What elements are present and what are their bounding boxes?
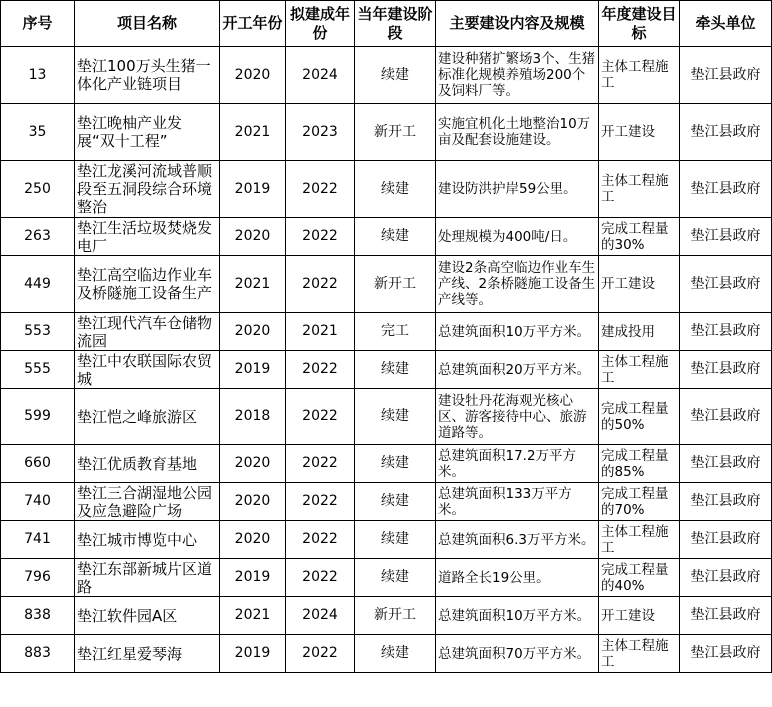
cell-stage: 续建 [355,521,436,559]
cell-goal: 完成工程量的70% [599,483,680,521]
cell-start: 2021 [220,597,286,635]
cell-seq: 796 [1,559,75,597]
cell-lead: 垫江县政府 [680,559,772,597]
cell-seq: 13 [1,47,75,104]
cell-stage: 续建 [355,389,436,445]
cell-name: 垫江优质教育基地 [75,445,220,483]
header-content: 主要建设内容及规模 [436,1,599,47]
cell-start: 2021 [220,256,286,313]
cell-stage: 续建 [355,47,436,104]
cell-stage: 续建 [355,218,436,256]
cell-stage: 续建 [355,161,436,218]
cell-content: 建设防洪护岸59公里。 [436,161,599,218]
cell-seq: 599 [1,389,75,445]
cell-name: 垫江现代汽车仓储物流园 [75,313,220,351]
cell-name: 垫江城市博览中心 [75,521,220,559]
cell-name: 垫江生活垃圾焚烧发电厂 [75,218,220,256]
cell-start: 2020 [220,445,286,483]
cell-start: 2019 [220,351,286,389]
cell-name: 垫江龙溪河流域普顺段至五洞段综合环境整治 [75,161,220,218]
cell-goal: 完成工程量的40% [599,559,680,597]
cell-goal: 主体工程施工 [599,351,680,389]
cell-start: 2020 [220,313,286,351]
cell-content: 总建筑面积70万平方米。 [436,635,599,673]
table-row [1,559,772,597]
cell-goal: 完成工程量的85% [599,445,680,483]
header-goal: 年度建设目标 [599,1,680,47]
cell-goal: 完成工程量的50% [599,389,680,445]
cell-lead: 垫江县政府 [680,635,772,673]
header-row [1,1,772,47]
cell-start: 2021 [220,104,286,161]
cell-stage: 续建 [355,635,436,673]
cell-seq: 263 [1,218,75,256]
cell-seq: 838 [1,597,75,635]
cell-stage: 续建 [355,559,436,597]
header-name: 项目名称 [75,1,220,47]
cell-finish: 2022 [286,218,355,256]
cell-name: 垫江三合湖湿地公园及应急避险广场 [75,483,220,521]
table-row [1,445,772,483]
cell-goal: 主体工程施工 [599,521,680,559]
cell-finish: 2022 [286,389,355,445]
cell-content: 建设牡丹花海观光核心区、游客接待中心、旅游道路等。 [436,389,599,445]
cell-content: 总建筑面积17.2万平方米。 [436,445,599,483]
cell-name: 垫江晚柚产业发展“双十工程” [75,104,220,161]
cell-seq: 449 [1,256,75,313]
cell-lead: 垫江县政府 [680,521,772,559]
cell-content: 建设2条高空临边作业车生产线、2条桥隧施工设备生产线等。 [436,256,599,313]
cell-seq: 250 [1,161,75,218]
cell-name: 垫江100万头生猪一体化产业链项目 [75,47,220,104]
cell-stage: 新开工 [355,104,436,161]
header-start: 开工年份 [220,1,286,47]
cell-finish: 2022 [286,161,355,218]
cell-seq: 660 [1,445,75,483]
cell-content: 建设种猪扩繁场3个、生猪标准化规模养殖场200个及饲料厂等。 [436,47,599,104]
table-row [1,161,772,218]
cell-finish: 2022 [286,483,355,521]
cell-name: 垫江中农联国际农贸城 [75,351,220,389]
header-seq: 序号 [1,1,75,47]
cell-seq: 553 [1,313,75,351]
table-row [1,521,772,559]
cell-start: 2020 [220,521,286,559]
table-row [1,389,772,445]
cell-finish: 2024 [286,597,355,635]
cell-finish: 2022 [286,559,355,597]
cell-finish: 2021 [286,313,355,351]
cell-lead: 垫江县政府 [680,351,772,389]
table-row [1,483,772,521]
cell-lead: 垫江县政府 [680,218,772,256]
cell-name: 垫江红星爱琴海 [75,635,220,673]
table-row [1,104,772,161]
header-lead: 牵头单位 [680,1,772,47]
cell-content: 实施宜机化土地整治10万亩及配套设施建设。 [436,104,599,161]
cell-name: 垫江高空临边作业车及桥隧施工设备生产 [75,256,220,313]
cell-goal: 完成工程量的30% [599,218,680,256]
cell-stage: 新开工 [355,597,436,635]
cell-seq: 35 [1,104,75,161]
cell-seq: 555 [1,351,75,389]
cell-lead: 垫江县政府 [680,161,772,218]
table-row [1,597,772,635]
cell-finish: 2024 [286,47,355,104]
cell-stage: 续建 [355,445,436,483]
cell-content: 总建筑面积6.3万平方米。 [436,521,599,559]
cell-stage: 续建 [355,483,436,521]
cell-stage: 续建 [355,351,436,389]
cell-finish: 2022 [286,445,355,483]
cell-goal: 建成投用 [599,313,680,351]
cell-lead: 垫江县政府 [680,256,772,313]
cell-seq: 741 [1,521,75,559]
table-row [1,635,772,673]
cell-name: 垫江软件园A区 [75,597,220,635]
cell-content: 总建筑面积133万平方米。 [436,483,599,521]
cell-lead: 垫江县政府 [680,104,772,161]
cell-name: 垫江东部新城片区道路 [75,559,220,597]
cell-seq: 883 [1,635,75,673]
cell-goal: 主体工程施工 [599,161,680,218]
header-stage: 当年建设阶段 [355,1,436,47]
cell-seq: 740 [1,483,75,521]
cell-lead: 垫江县政府 [680,313,772,351]
cell-start: 2019 [220,161,286,218]
cell-goal: 主体工程施工 [599,47,680,104]
table-row [1,47,772,104]
table-row [1,351,772,389]
cell-content: 道路全长19公里。 [436,559,599,597]
cell-goal: 开工建设 [599,104,680,161]
cell-start: 2019 [220,559,286,597]
cell-stage: 新开工 [355,256,436,313]
cell-goal: 开工建设 [599,256,680,313]
cell-lead: 垫江县政府 [680,445,772,483]
header-finish: 拟建成年份 [286,1,355,47]
cell-start: 2019 [220,635,286,673]
cell-finish: 2022 [286,635,355,673]
cell-content: 总建筑面积10万平方米。 [436,313,599,351]
cell-finish: 2022 [286,521,355,559]
table-row [1,218,772,256]
cell-finish: 2022 [286,256,355,313]
cell-lead: 垫江县政府 [680,483,772,521]
cell-finish: 2022 [286,351,355,389]
cell-start: 2018 [220,389,286,445]
cell-lead: 垫江县政府 [680,389,772,445]
cell-goal: 开工建设 [599,597,680,635]
cell-start: 2020 [220,218,286,256]
cell-lead: 垫江县政府 [680,597,772,635]
table-row [1,256,772,313]
cell-finish: 2023 [286,104,355,161]
cell-lead: 垫江县政府 [680,47,772,104]
cell-goal: 主体工程施工 [599,635,680,673]
cell-stage: 完工 [355,313,436,351]
cell-content: 处理规模为400吨/日。 [436,218,599,256]
cell-name: 垫江恺之峰旅游区 [75,389,220,445]
table-row [1,313,772,351]
cell-start: 2020 [220,47,286,104]
cell-content: 总建筑面积10万平方米。 [436,597,599,635]
cell-content: 总建筑面积20万平方米。 [436,351,599,389]
cell-start: 2020 [220,483,286,521]
